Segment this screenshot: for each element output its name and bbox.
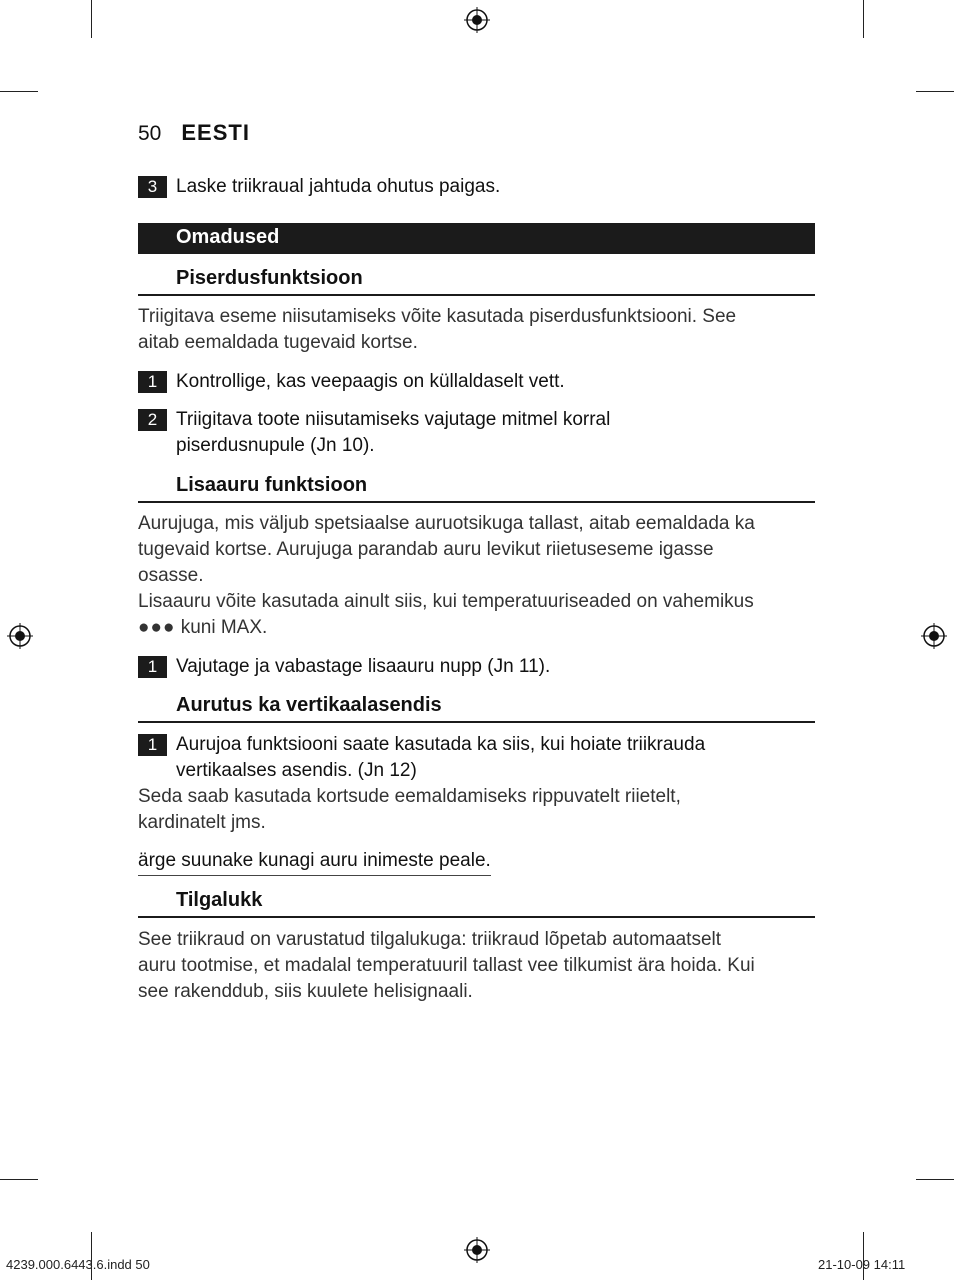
crop-mark <box>91 1232 92 1280</box>
text-line: Aurujuga, mis väljub spetsiaalse auruotsikuga tallast, aitab eemaldada ka <box>138 513 755 534</box>
footer-datetime: 21-10-09 14:11 <box>818 1257 906 1272</box>
step-text: piserdusnupule (Jn 10). <box>176 435 375 456</box>
step-item <box>138 174 818 200</box>
subsection-title: Tilgalukk <box>176 889 263 911</box>
text-line: aitab eemaldada tugevaid kortse. <box>138 332 418 353</box>
subsection-heading <box>138 885 815 918</box>
step-item <box>138 407 818 459</box>
subsection-title: Aurutus ka vertikaalasendis <box>176 694 442 716</box>
paragraph <box>138 784 818 836</box>
step-item <box>138 369 818 395</box>
text-line: Triigitava eseme niisutamiseks võite kasutada piserdusfunktsiooni. See <box>138 306 737 327</box>
subsection-heading <box>138 690 815 723</box>
paragraph <box>138 927 818 1005</box>
crop-mark <box>0 91 38 92</box>
page-header <box>138 120 250 146</box>
language-label: EESTI <box>181 120 250 145</box>
step-number: 2 <box>138 409 167 431</box>
warning-text: ärge suunake kunagi auru inimeste peale. <box>138 848 491 876</box>
crop-mark <box>91 0 92 38</box>
step-text: vertikaalses asendis. (Jn 12) <box>176 760 417 781</box>
step-item <box>138 732 818 784</box>
step-text: Triigitava toote niisutamiseks vajutage mitmel korral <box>176 409 611 430</box>
text-fragment: kuni MAX. <box>175 617 268 638</box>
section-title: Omadused <box>176 226 280 248</box>
step-item <box>138 654 818 680</box>
registration-mark-icon <box>921 623 947 649</box>
subsection-title: Piserdusfunktsioon <box>176 267 363 289</box>
page-number: 50 <box>138 122 162 145</box>
step-text: Aurujoa funktsiooni saate kasutada ka siis, kui hoiate triikrauda <box>176 734 706 755</box>
crop-mark <box>916 91 954 92</box>
step-text: Kontrollige, kas veepaagis on küllaldaselt vett. <box>176 371 565 392</box>
crop-mark <box>916 1179 954 1180</box>
text-line: tugevaid kortse. Aurujuga parandab auru levikut riietuseseme igasse <box>138 539 714 560</box>
step-number: 1 <box>138 371 167 393</box>
registration-mark-icon <box>464 1237 490 1263</box>
text-line: kardinatelt jms. <box>138 812 266 833</box>
registration-mark-icon <box>464 7 490 33</box>
registration-mark-icon <box>7 623 33 649</box>
subsection-heading <box>138 470 815 503</box>
subsection-title: Lisaauru funktsioon <box>176 474 368 496</box>
step-text: Vajutage ja vabastage lisaauru nupp (Jn 11). <box>176 656 551 677</box>
text-line: osasse. <box>138 565 204 586</box>
subsection-heading <box>138 263 815 296</box>
step-number: 3 <box>138 176 167 198</box>
step-number: 1 <box>138 734 167 756</box>
text-line: See triikraud on varustatud tilgalukuga: triikraud lõpetab automaatselt <box>138 929 722 950</box>
paragraph <box>138 511 818 641</box>
text-line: see rakenddub, siis kuulete helisignaali. <box>138 981 473 1002</box>
temperature-dots-icon: ●●● <box>138 617 176 638</box>
text-line <box>138 615 818 641</box>
text-line: auru tootmise, et madalal temperatuuril tallast vee tilkumist ära hoida. Kui <box>138 955 755 976</box>
step-text: Laske triikraual jahtuda ohutus paigas. <box>176 176 501 197</box>
crop-mark <box>0 1179 38 1180</box>
section-title-bar <box>138 223 815 254</box>
footer-file-info: 4239.000.6443.6.indd 50 <box>6 1257 150 1272</box>
step-number: 1 <box>138 656 167 678</box>
crop-mark <box>863 1232 864 1280</box>
crop-mark <box>863 0 864 38</box>
text-line: Lisaauru võite kasutada ainult siis, kui temperatuuriseaded on vahemikus <box>138 591 754 612</box>
paragraph <box>138 304 818 356</box>
text-line: Seda saab kasutada kortsude eemaldamiseks rippuvatelt riietelt, <box>138 786 681 807</box>
